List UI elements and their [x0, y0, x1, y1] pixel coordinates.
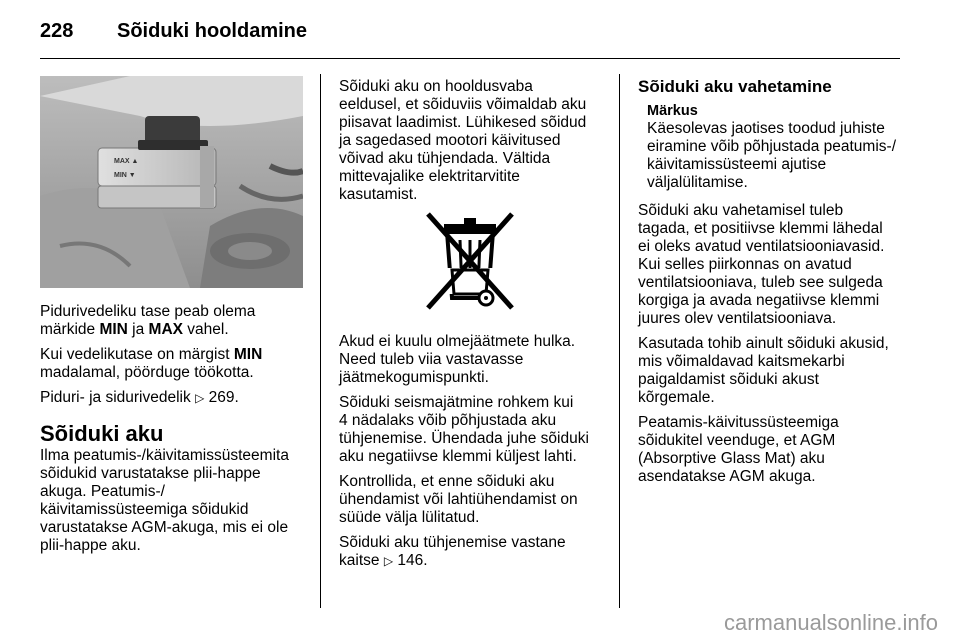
text-line: sõidukitel veenduge, et AGM	[638, 432, 836, 449]
paragraph	[40, 303, 310, 339]
text-line: Käesolevas jaotises toodud juhiste	[647, 120, 885, 137]
brake-fluid-reservoir-photo	[40, 76, 303, 288]
text-line: korgiga ja avada negatiivse klemmi	[638, 292, 880, 309]
text-line: ühendamist või lahtiühendamist on	[339, 491, 578, 508]
text-line: Akud ei kuulu olmejäätmete hulka.	[339, 333, 576, 350]
column-2-lower-text	[339, 333, 614, 570]
text-line: Ilma peatumis-/käivitamissüsteemita	[40, 447, 289, 464]
section-heading: Sõiduki aku	[40, 421, 164, 446]
min-label: MIN	[233, 346, 263, 363]
max-label: MAX	[148, 321, 183, 338]
column-3-text	[638, 78, 908, 486]
text-line: märkide	[40, 321, 100, 338]
text-line: (Absorptive Glass Mat) aku	[638, 450, 825, 467]
page-number: 228	[40, 20, 74, 42]
paragraph	[339, 394, 614, 466]
min-label: MIN	[99, 321, 128, 338]
page-reference[interactable]: 269.	[208, 389, 239, 406]
paragraph	[339, 473, 614, 527]
max-mark-label: MAX ▲	[114, 158, 139, 165]
text-line: Sõiduki aku vahetamisel tuleb	[638, 202, 844, 219]
paragraph	[339, 333, 614, 387]
text-line: kõrgemale.	[638, 389, 715, 406]
column-divider-1	[320, 74, 321, 608]
page-reference-icon: ▷	[383, 554, 394, 568]
paragraph	[638, 335, 908, 407]
text-line: Kasutada tohib ainult sõiduki akusid,	[638, 335, 889, 352]
text-line: ei oleks avatud ventilatsiooniavasid.	[638, 238, 885, 255]
text-line: Kontrollida, et enne sõiduki aku	[339, 473, 555, 490]
text-line: juures olev ventilatsiooniava.	[638, 310, 837, 327]
paragraph	[40, 447, 310, 555]
text-line: akuga. Peatumis-/	[40, 483, 165, 500]
text-line: paigaldamist sõiduki akust	[638, 371, 819, 388]
note-text	[647, 120, 908, 192]
page-title: Sõiduki hooldamine	[117, 20, 308, 42]
text-line: käivitamissüsteemiga sõidukid	[40, 501, 249, 518]
note-title: Märkus	[647, 103, 698, 119]
note-box	[638, 102, 908, 192]
text-line: Pidurivedeliku tase peab olema	[40, 303, 256, 320]
text-line: ja sagedased mootori käivitused	[339, 132, 561, 149]
text-run: vahel.	[183, 321, 229, 338]
text-line: Need tuleb viia vastavasse	[339, 351, 524, 368]
text-line: madalamal, pöörduge töökotta.	[40, 364, 254, 381]
text-line: jäätmekogumispunkti.	[339, 369, 489, 386]
min-mark-label: MIN ▼	[114, 172, 136, 179]
text-line: eiramine võib põhjustada peatumis-/	[647, 138, 896, 155]
text-line: Peatamis-käivitussüsteemiga	[638, 414, 839, 431]
text-run: ja	[127, 321, 149, 338]
text-line: Kui selles piirkonnas on avatud	[638, 256, 852, 273]
text-run: kaitse	[339, 552, 384, 569]
text-line: Sõiduki seismajätmine rohkem kui	[339, 394, 574, 411]
text-line: tagada, et positiivse klemmi lähedal	[638, 220, 883, 237]
text-line: piisavat laadimist. Lühikesed sõidud	[339, 114, 587, 131]
text-line: eeldusel, et sõiduviis võimaldab aku	[339, 96, 587, 113]
column-2-text	[339, 78, 614, 204]
paragraph	[40, 346, 310, 382]
text-line: varustatakse AGM-akuga, mis ei ole	[40, 519, 289, 536]
text-line: mittevajalike elektritarvitite	[339, 168, 520, 185]
paragraph	[40, 389, 310, 407]
text-line: aku negatiivse klemmi küljest lahti.	[339, 448, 577, 465]
text-line: ventilatsiooniava, tuleb see sulgeda	[638, 274, 883, 291]
column-1-text	[40, 303, 310, 555]
paragraph	[638, 414, 908, 486]
section-heading: Sõiduki aku vahetamine	[638, 77, 832, 96]
page-reference[interactable]: 146.	[397, 552, 428, 569]
text-line: Sõiduki aku tühjenemise vastane	[339, 534, 566, 551]
text-line: 4 nädalaks võib põhjustada aku	[339, 412, 557, 429]
text-line: Kui vedelikutase on märgist	[40, 346, 234, 363]
header-rule	[40, 58, 900, 59]
page-reference-icon: ▷	[195, 391, 205, 405]
text-run: Piduri- ja sidurivedelik	[40, 389, 196, 406]
text-line: asendatakse AGM akuga.	[638, 468, 816, 485]
paragraph	[339, 78, 614, 204]
text-line: sõidukid varustatakse plii-happe	[40, 465, 261, 482]
text-line: tühjenemise. Ühendada juhe sõiduki	[339, 430, 589, 447]
column-divider-2	[619, 74, 620, 608]
text-line: kasutamist.	[339, 186, 418, 203]
text-line: Sõiduki aku on hooldusvaba	[339, 78, 533, 95]
text-line: süüde välja lülitatud.	[339, 509, 480, 526]
text-line: plii-happe aku.	[40, 537, 141, 554]
paragraph	[339, 534, 614, 570]
weee-crossed-bin-icon	[418, 210, 522, 318]
text-line: mis võimaldavad kaitsmekarbi	[638, 353, 845, 370]
text-line: käivitamissüsteemi ajutise	[647, 156, 827, 173]
watermark: carmanualsonline.info	[723, 610, 938, 635]
paragraph	[638, 202, 908, 328]
text-line: väljalülitamise.	[647, 174, 748, 191]
text-line: võivad aku tühjendada. Vältida	[339, 150, 551, 167]
